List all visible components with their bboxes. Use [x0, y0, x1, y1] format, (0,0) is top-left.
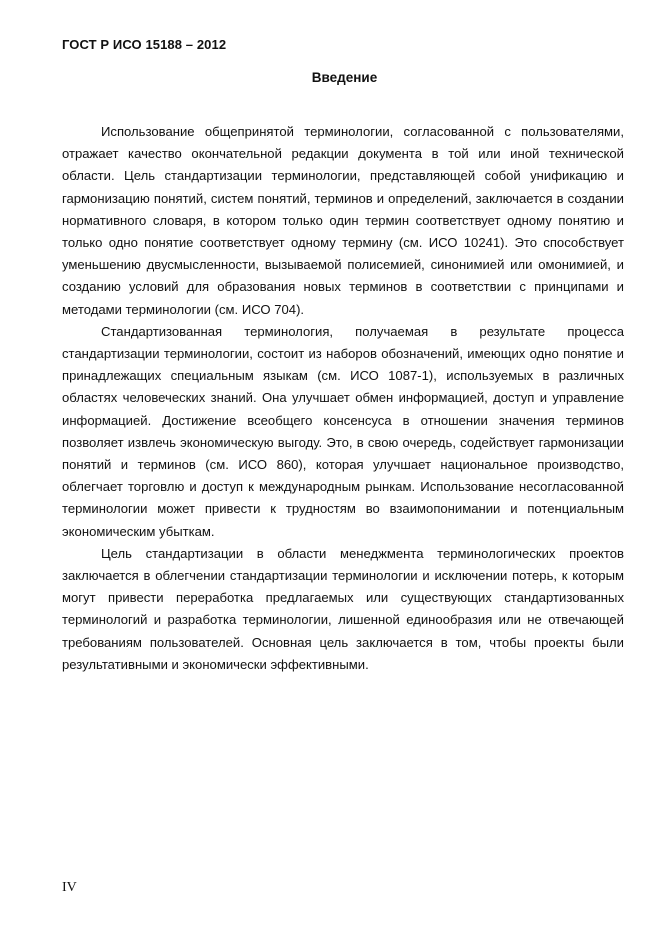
document-body — [62, 121, 624, 676]
page-title — [0, 70, 661, 85]
paragraph-1: Использование общепринятой терминологии, согласованной с пользователями, отражает качество окончательной редакции документа в той или иной технической области. Цель стандартизации терминологии, представляющей собой унификацию и гармонизацию понятий, систем понятий, терминов и определений, заключается в создании нормативного словаря, в котором только один термин соответствует одному понятию и только одно понятие соответствует одному термину (см. ИСО 10241). Это способствует уменьшению двусмысленности, вызываемой полисемией, синонимией или омонимией, и созданию условий для образования новых терминов в соответствии с принципами и методами терминологии (см. ИСО 704). — [62, 124, 624, 317]
paragraph-2: Стандартизованная терминология, получаемая в результате процесса стандартизации терминологии, состоит из наборов обозначений, имеющих одно понятие и принадлежащих специальным языкам (см. ИСО 1087-1), используемых в различных областях человеческих знаний. Она улучшает обмен информацией, доступ и управление информацией. Достижение всеобщего консенсуса в отношении значения терминов позволяет извлечь экономическую выгоду. Это, в свою очередь, содействует гармонизации понятий и терминов (см. ИСО 860), которая улучшает национальное производство, облегчает торговлю и доступ к международным рынкам. Использование несогласованной терминологии может привести к трудностям во взаимопонимании и потенциальным экономическим убыткам. — [62, 323, 624, 539]
page-title-text: Введение — [311, 70, 378, 85]
document-header: ГОСТ Р ИСО 15188 – 2012 — [62, 37, 227, 52]
page-number: IV — [62, 880, 77, 895]
paragraph-3: Цель стандартизации в области менеджмента терминологических проектов заключается в облегчении стандартизации терминологии и исключении потерь, к которым могут привести переработка предлагаемых или существующих стандартизованных терминологий и разработка терминологии, лишенной единообразия или не отвечающей требованиям пользователей. Основная цель заключается в том, чтобы проекты были результативными и экономически эффективными. — [62, 545, 624, 672]
